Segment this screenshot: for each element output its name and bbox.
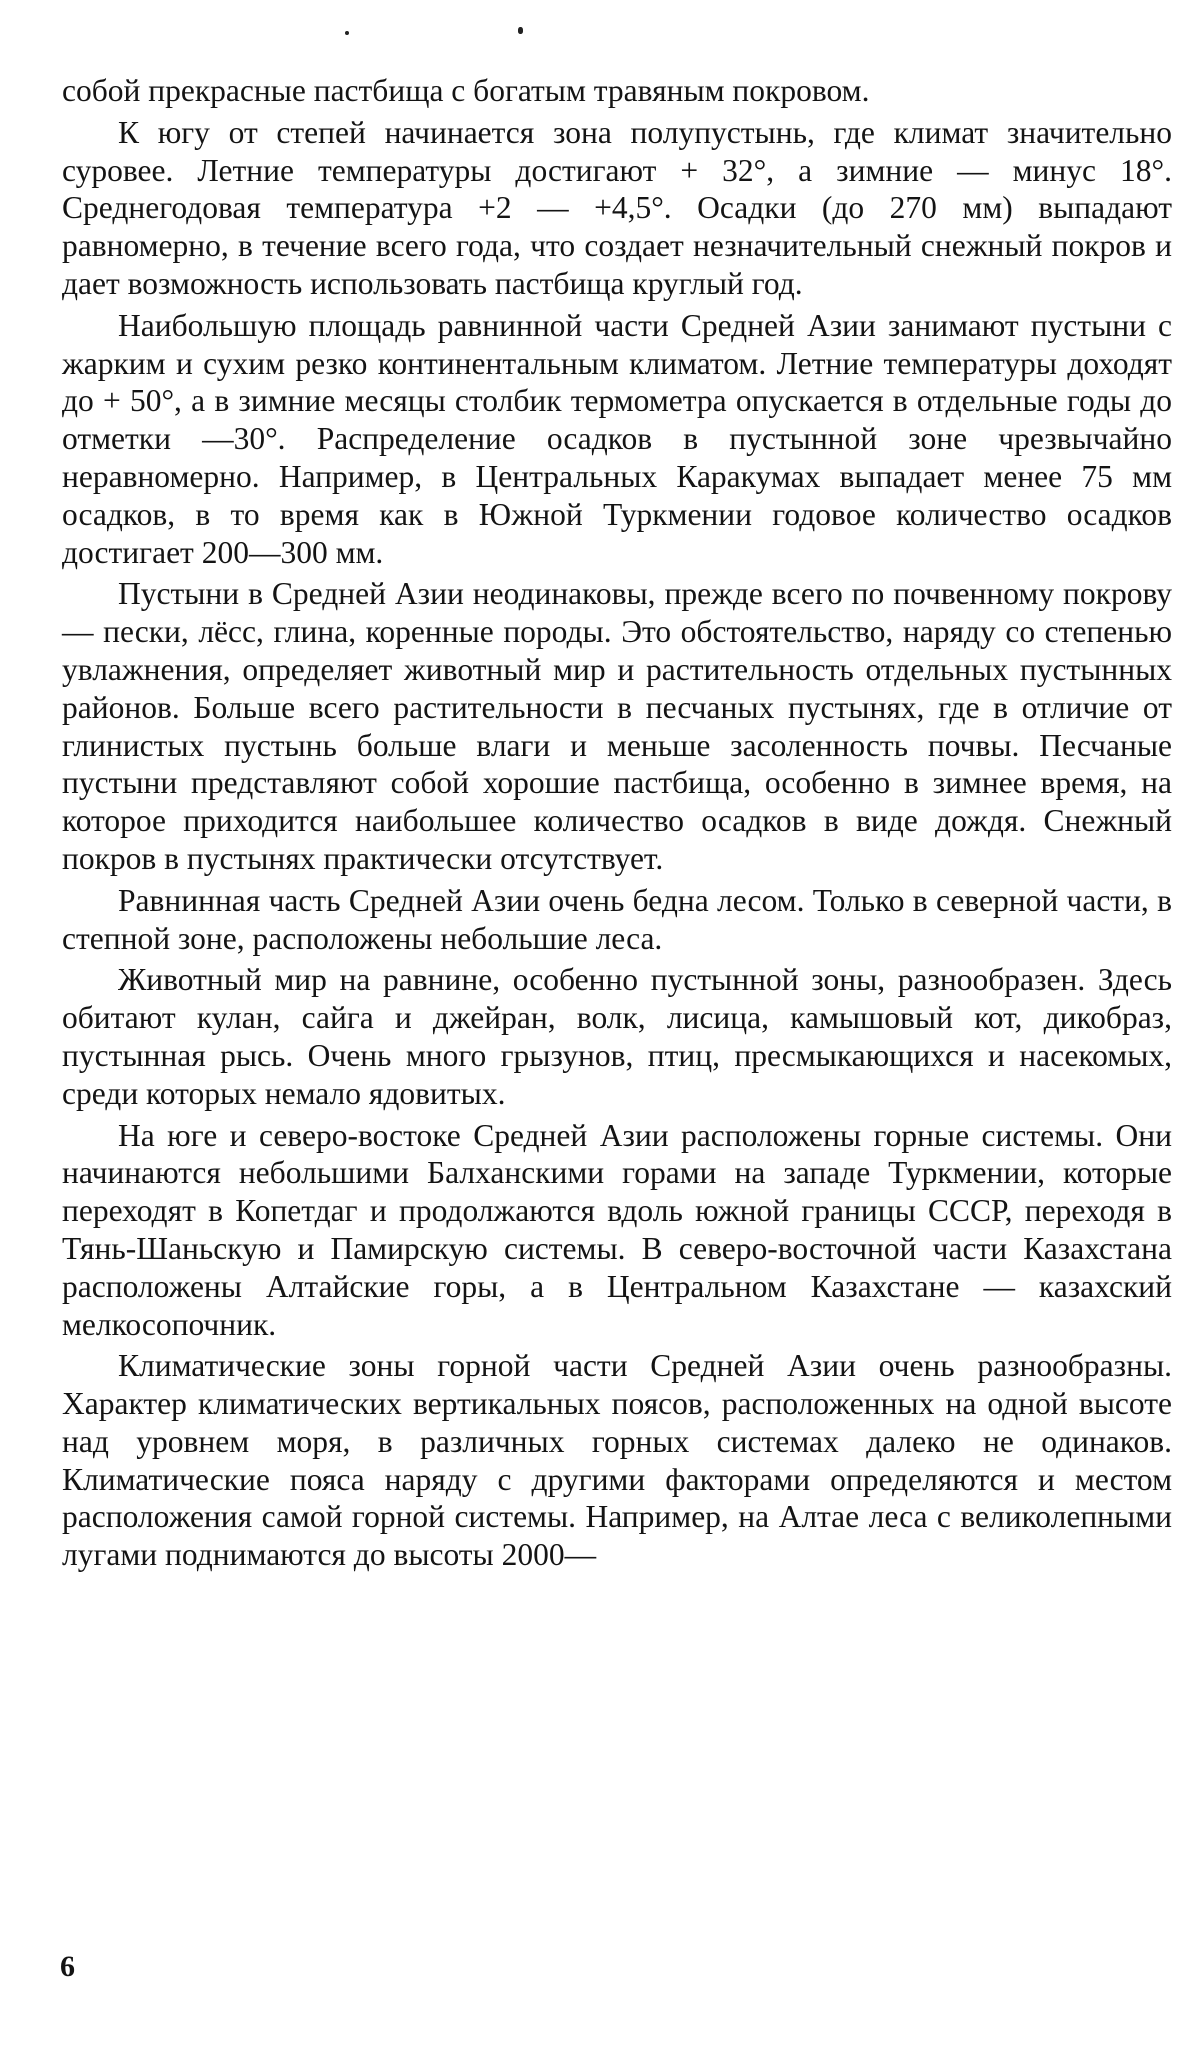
paragraph: Животный мир на равнине, особенно пустынной зоны, разнообразен. Здесь обитают кулан, сайга и джейран, волк, лисица, камышовый кот, дикобраз, пустынная рысь. Очень много грызунов, птиц, пресмыкающихся и насекомых, среди которых немало ядовитых. <box>62 962 1172 1111</box>
paragraph: Пустыни в Средней Азии неодинаковы, прежде всего по почвенному покрову — пески, лёсс, глина, коренные породы. Это обстоятельство, наряду со степенью увлажнения, определяет животный мир и растительность отдельных пустынных районов. Больше всего растительности в песчаных пустынях, где в отличие от глинистых пустынь больше влаги и меньше засоленность почвы. Песчаные пустыни представляют собой хорошие пастбища, особенно в зимнее время, на которое приходится наибольшее количество осадков в виде дождя. Снежный покров в пустынях практически отсутствует. <box>62 576 1172 876</box>
paragraph: На юге и северо-востоке Средней Азии расположены горные системы. Они начинаются небольшими Балханскими горами на западе Туркмении, которые переходят в Копетдаг и продолжаются вдоль южной границы СССР, переходя в Тянь-Шаньскую и Памирскую системы. В северо-восточной части Казахстана расположены Алтайские горы, а в Центральном Казахстане — казахский мелкосопочник. <box>62 1117 1172 1342</box>
paragraph: Наибольшую площадь равнинной части Средней Азии занимают пустыни с жарким и сухим резко континентальным климатом. Летние температуры доходят до + 50°, а в зимние месяцы столбик термометра опускается в отдельные годы до отметки —30°. Распределение осадков в пустынной зоне чрезвычайно неравномерно. Например, в Центральных Каракумах выпадает менее 75 мм осадков, в то время как в Южной Туркмении годовое количество осадков достигает 200—300 мм. <box>62 307 1172 570</box>
paragraph: Климатические зоны горной части Средней Азии очень разнообразны. Характер климатических вертикальных поясов, расположенных на одной высоте над уровнем моря, в различных горных системах далеко не одинаков. Климатические пояса наряду с другими факторами определяются и местом расположения самой горной системы. Например, на Алтае леса с великолепными лугами поднимаются до высоты 2000— <box>62 1348 1172 1573</box>
top-mark-dot <box>518 27 523 34</box>
paragraph: собой прекрасные пастбища с богатым травяным покровом. <box>62 73 870 108</box>
paragraph: К югу от степей начинается зона полупустынь, где климат значительно суровее. Летние температуры достигают + 32°, а зимние — минус 18°. Среднегодовая температура +2 — +4,5°. Осадки (до 270 мм) выпадают равномерно, в течение всего года, что создает незначительный снежный покров и дает возможность использовать пастбища круглый год. <box>62 114 1172 301</box>
document-body <box>62 72 1172 1574</box>
top-mark-dot <box>345 31 349 35</box>
page-number: 6 <box>60 1950 75 1983</box>
paragraph: Равнинная часть Средней Азии очень бедна лесом. Только в северной части, в степной зоне, расположены небольшие леса. <box>62 882 1172 956</box>
